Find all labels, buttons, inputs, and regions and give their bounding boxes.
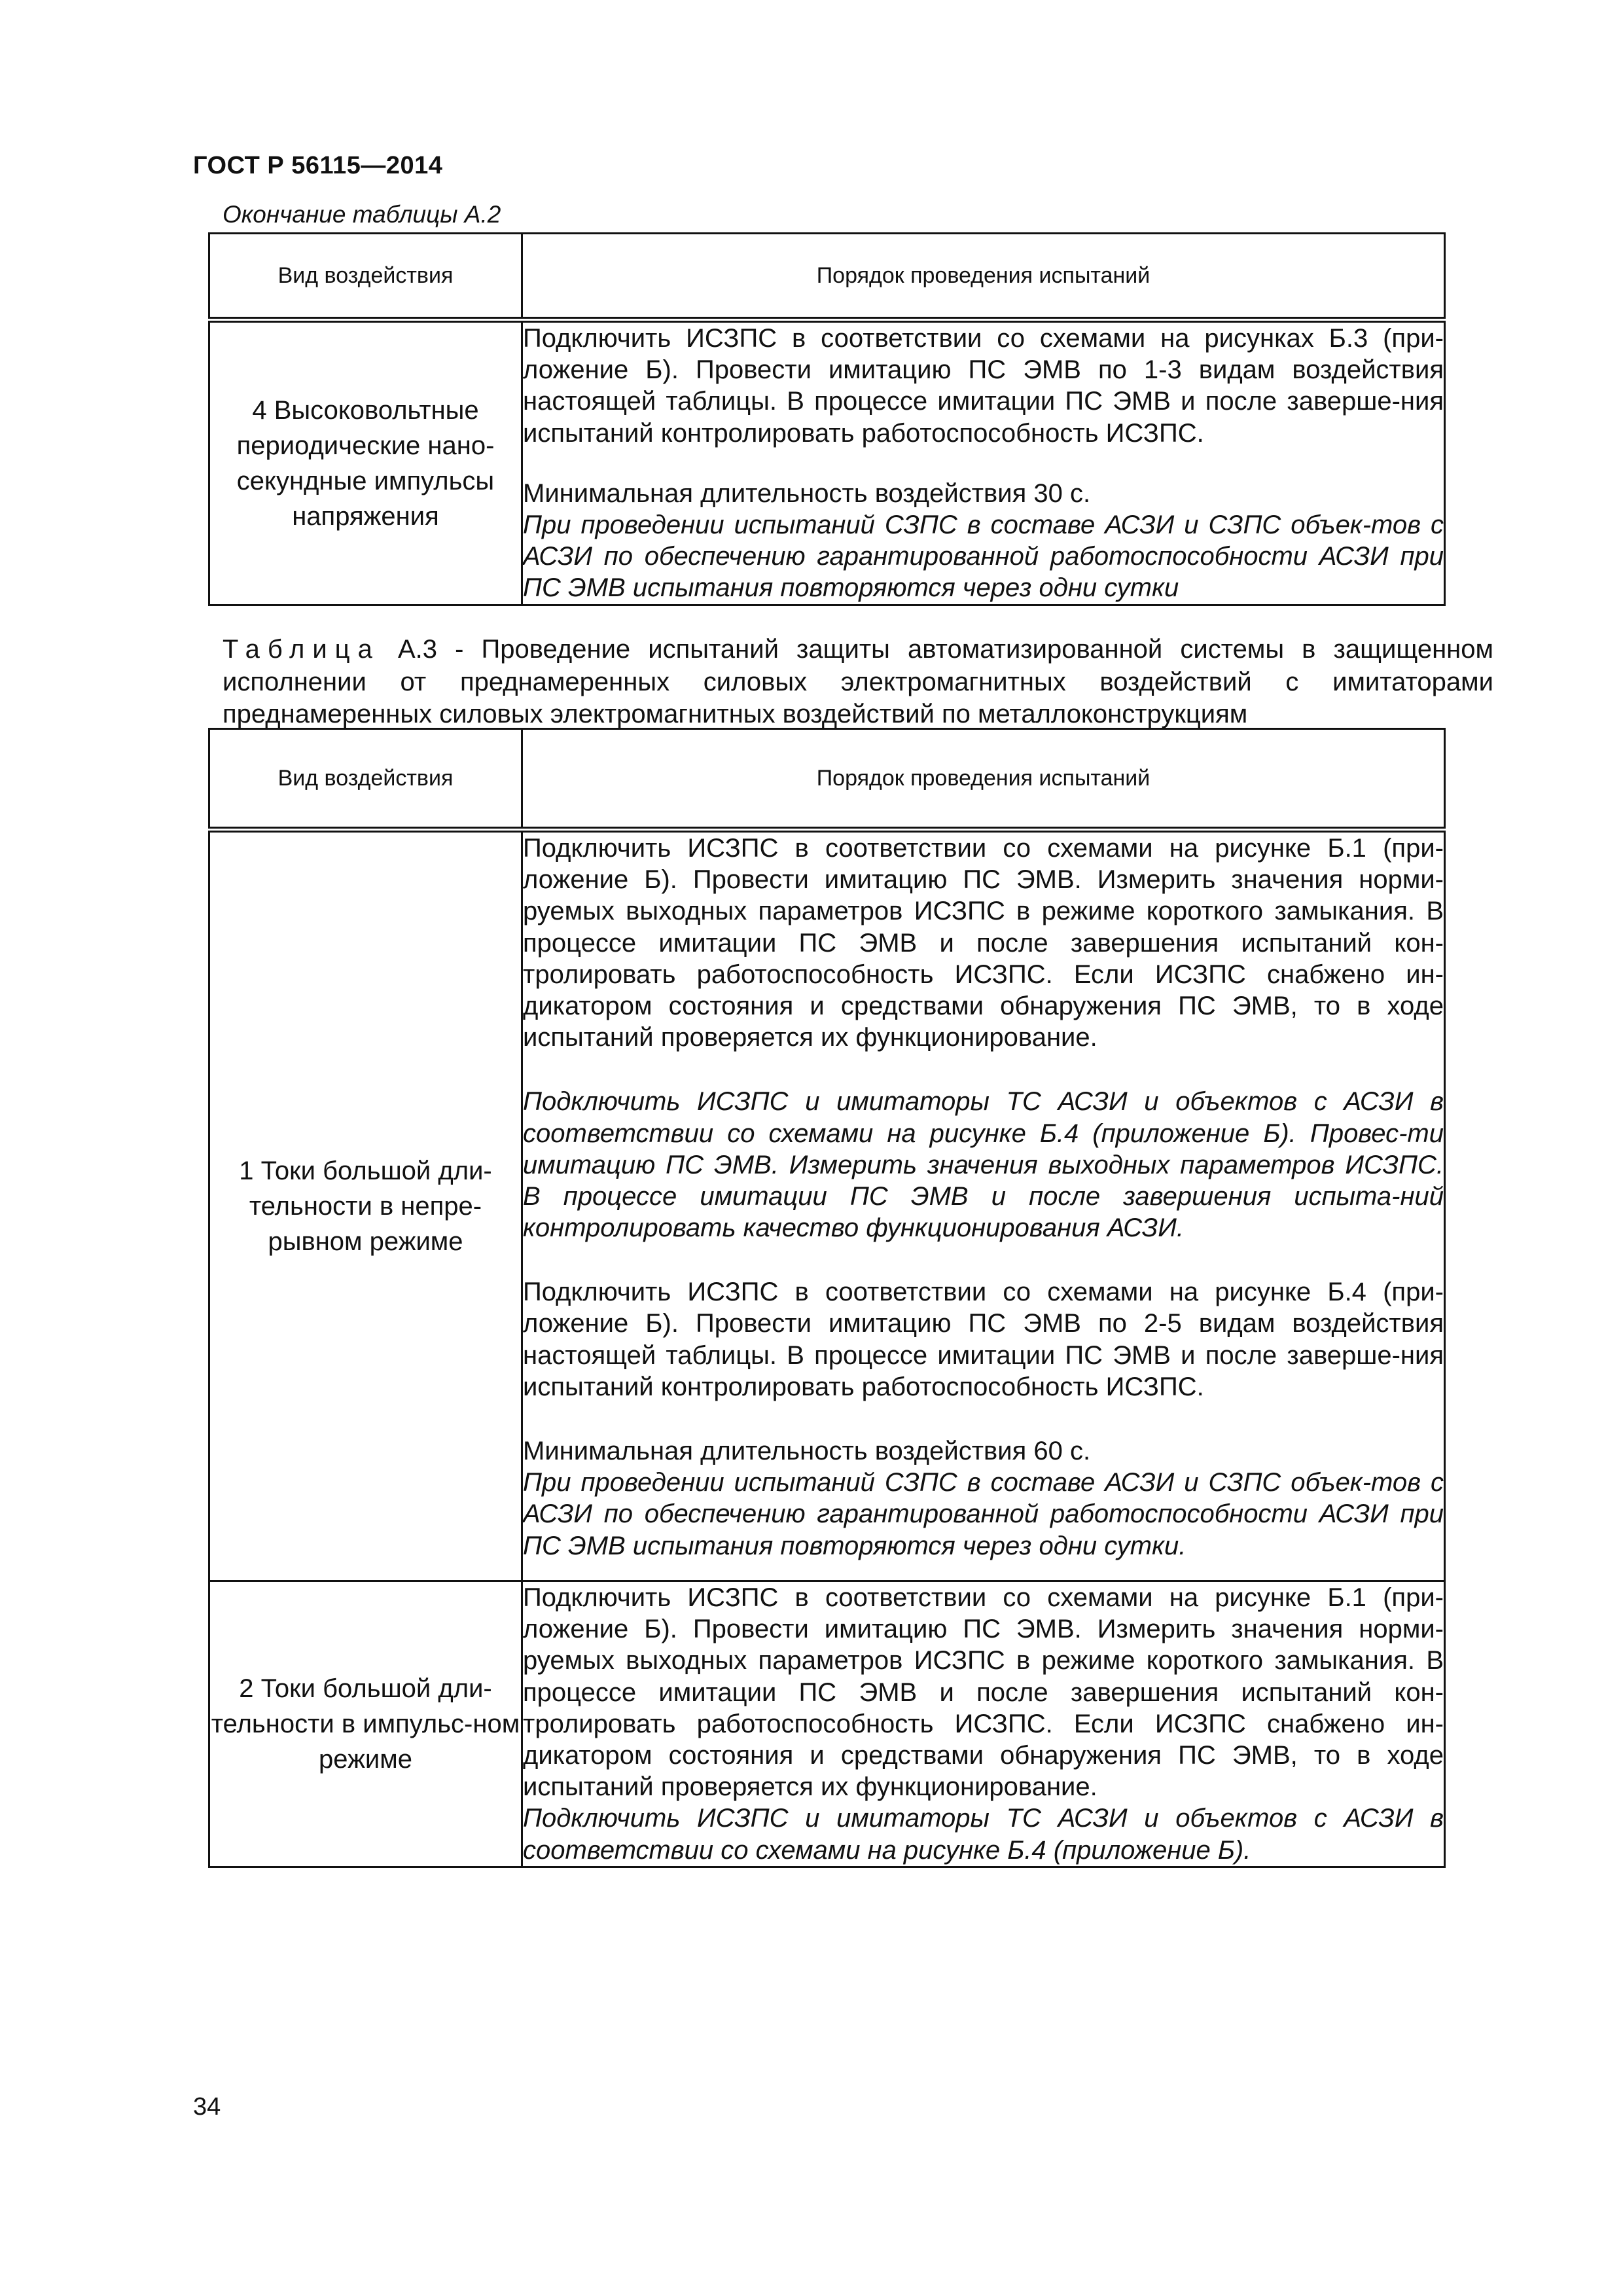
table-continuation-label: Окончание таблицы А.2 (223, 201, 501, 228)
italic-procedure-paragraph: Подключить ИСЗПС и имитаторы ТС АСЗИ и объектов с АСЗИ в соответствии со схемами на рисунке Б.4 (приложение Б). (523, 1804, 1444, 1865)
min-duration-paragraph: Минимальная длительность воздействия 60 с. (523, 1437, 1091, 1465)
procedure-cell (522, 830, 1445, 1581)
column-header-impact: Вид воздействия (209, 729, 522, 830)
procedure-cell (522, 1581, 1445, 1867)
table-row (209, 1581, 1445, 1867)
procedure-paragraph: Подключить ИСЗПС в соответствии со схемами на рисунке Б.1 (при-ложение Б). Провести имитацию ПС ЭМВ. Измерить значения норми-руемых выходных параметров ИСЗПС в режиме короткого замыкания. В процессе имитации ПС ЭМВ и после завершения испытаний кон-тролировать работоспособность ИСЗПС. Если ИСЗПС снабжено ин-дикатором состояния и средствами обнаружения ПС ЭМВ, то в ходе испытаний проверяется их функционирование. (523, 834, 1444, 1052)
table-row (209, 830, 1445, 1581)
impact-cell: 4 Высоковольтные периодические нано-секундные импульсы напряжения (209, 320, 522, 605)
table-row (209, 320, 1445, 605)
table-a3-caption (223, 634, 1493, 731)
min-duration-paragraph: Минимальная длительность воздействия 30 с. (523, 478, 1091, 508)
page-number: 34 (193, 2093, 221, 2121)
italic-note-paragraph: При проведении испытаний СЗПС в составе АСЗИ и СЗПС объек-тов с АСЗИ по обеспечению гарантированной работоспособности АСЗИ при ПС ЭМВ испытания повторяются через одни сутки. (523, 1468, 1444, 1560)
impact-cell: 1 Токи большой дли-тельности в непре-рывном режиме (209, 830, 522, 1581)
standard-designation: ГОСТ Р 56115—2014 (193, 152, 443, 179)
table-a3 (208, 728, 1446, 1868)
procedure-cell (522, 320, 1445, 605)
column-header-procedure: Порядок проведения испытаний (522, 729, 1445, 830)
impact-cell: 2 Токи большой дли-тельности в импульс-ном режиме (209, 1581, 522, 1867)
procedure-paragraph: Подключить ИСЗПС в соответствии со схемами на рисунке Б.1 (при-ложение Б). Провести имитацию ПС ЭМВ. Измерить значения норми-руемых выходных параметров ИСЗПС в режиме короткого замыкания. В процессе имитации ПС ЭМВ и после завершения испытаний кон-тролировать работоспособность ИСЗПС. Если ИСЗПС снабжено ин-дикатором состояния и средствами обнаружения ПС ЭМВ, то в ходе испытаний проверяется их функционирование. (523, 1583, 1444, 1802)
italic-procedure-paragraph: Подключить ИСЗПС и имитаторы ТС АСЗИ и объектов с АСЗИ в соответствии со схемами на рисунке Б.4 (приложение Б). Провес-ти имитацию ПС ЭМВ. Измерить значения выходных параметров ИСЗПС. В процессе имитации ПС ЭМВ и после завершения испыта-ний контролировать качество функционирования АСЗИ. (523, 1087, 1444, 1243)
table-a2 (208, 232, 1446, 606)
table-a3-caption-text: А.3 - Проведение испытаний защиты автоматизированной системы в защищенном исполнении от преднамеренных силовых электромагнитных воздействий с имитаторами преднамеренных силовых электромагнитных воздействий по металлоконструкциям (223, 635, 1493, 729)
procedure-paragraph: Подключить ИСЗПС в соответствии со схемами на рисунках Б.3 (при-ложение Б). Провести имитацию ПС ЭМВ по 1-3 видам воздействия настоящей таблицы. В процессе имитации ПС ЭМВ и после заверше-ния испытаний контролировать работоспособность ИСЗПС. (523, 324, 1444, 448)
italic-note-paragraph: При проведении испытаний СЗПС в составе АСЗИ и СЗПС объек-тов с АСЗИ по обеспечению гарантированной работоспособности АСЗИ при ПС ЭМВ испытания повторяются через одни сутки (523, 510, 1444, 603)
table-word: Таблица (223, 635, 380, 664)
column-header-impact: Вид воздействия (209, 234, 522, 320)
column-header-procedure: Порядок проведения испытаний (522, 234, 1445, 320)
procedure-paragraph: Подключить ИСЗПС в соответствии со схемами на рисунке Б.4 (при-ложение Б). Провести имитацию ПС ЭМВ по 2-5 видам воздействия настоящей таблицы. В процессе имитации ПС ЭМВ и после заверше-ния испытаний контролировать работоспособность ИСЗПС. (523, 1278, 1444, 1401)
